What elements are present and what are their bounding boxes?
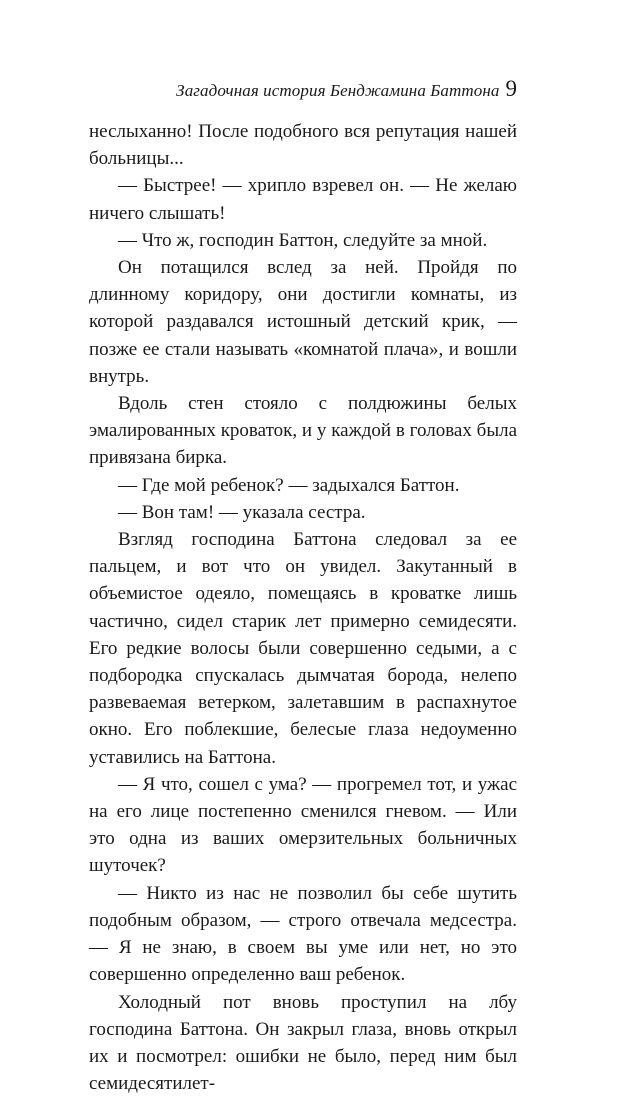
paragraph-3: — Что ж, господин Баттон, следуйте за мной. (89, 227, 517, 254)
paragraph-8: Взгляд господина Баттона следовал за ее пальцем, и вот что он увидел. Закутанный в объемистое одеяло, помещаясь в кроватке лишь частично, сидел старик лет примерно семидесяти. Его редкие волосы были совершенно седыми, а с подбородка спускалась дымчатая борода, нелепо развеваемая ветерком, залетавшим в распахнутое окно. Его поблекшие, белесые глаза недоуменно уставились на Баттона. (89, 526, 517, 771)
paragraph-10: — Никто из нас не позволил бы себе шутить подобным образом, — строго отвечала медсестра. — Я не знаю, в своем вы уме или нет, но это совершенно определенно ваш ребенок. (89, 880, 517, 989)
paragraph-1: неслыханно! После подобного вся репутация нашей больницы... (89, 118, 517, 172)
page-number: 9 (506, 77, 518, 100)
paragraph-2: — Быстрее! — хрипло взревел он. — Не желаю ничего слышать! (89, 172, 517, 226)
paragraph-11: Холодный пот вновь проступил на лбу господина Баттона. Он закрыл глаза, вновь открыл их и посмотрел: ошибки не было, перед ним был семидесятилет- (89, 989, 517, 1097)
paragraph-5: Вдоль стен стояло с полдюжины белых эмалированных кроваток, и у каждой в головах была привязана бирка. (89, 390, 517, 472)
running-header (176, 77, 517, 101)
body-text (89, 118, 517, 1097)
paragraph-6: — Где мой ребенок? — задыхался Баттон. (89, 472, 517, 499)
paragraph-9: — Я что, сошел с ума? — прогремел тот, и ужас на его лице постепенно сменился гневом. — Или это одна из ваших омерзительных больничных шуточек? (89, 771, 517, 880)
paragraph-4: Он потащился вслед за ней. Пройдя по длинному коридору, они достигли комнаты, из которой раздавался истошный детский крик, — позже ее стали называть «комнатой плача», и вошли внутрь. (89, 254, 517, 390)
paragraph-7: — Вон там! — указала сестра. (89, 499, 517, 526)
running-title: Загадочная история Бенджамина Баттона (176, 81, 499, 101)
